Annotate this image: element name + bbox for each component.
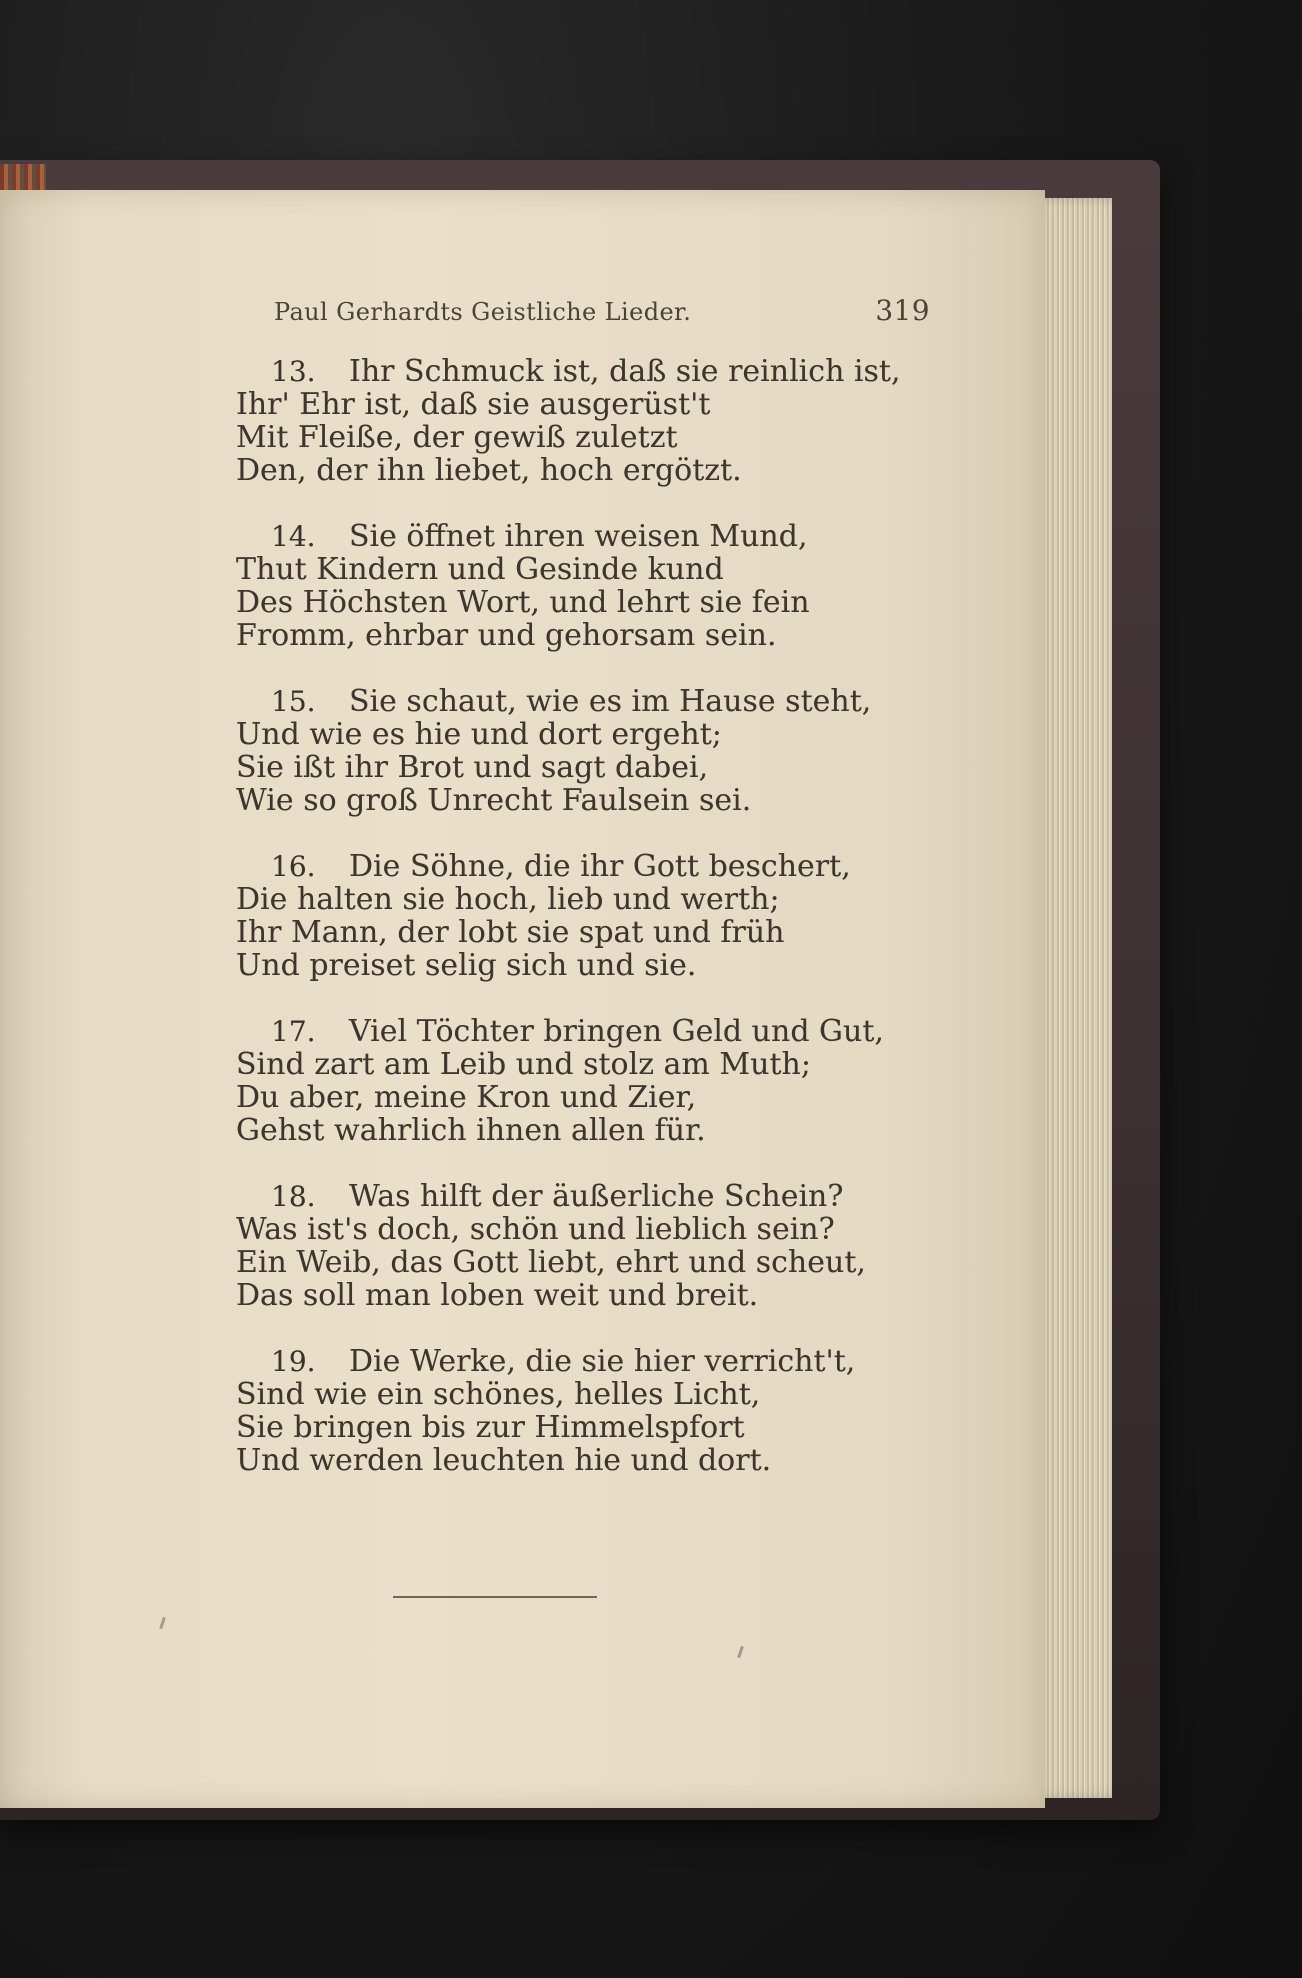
stanza-line: Das soll man loben weit und breit. [236, 1278, 759, 1313]
stanza-line: Sind wie ein schönes, helles Licht, [236, 1377, 761, 1412]
page-header [274, 294, 930, 342]
stanza-first-line [236, 850, 876, 883]
stanza-first-line [236, 1345, 876, 1378]
stanza-number: 13. [271, 355, 316, 388]
stanza-number: 17. [271, 1015, 316, 1048]
stanza-first-line [236, 354, 901, 389]
stanza-line: Sind zart am Leib und stolz am Muth; [236, 1047, 811, 1082]
stanza-line: Was hilft der äußerliche Schein? [349, 1179, 844, 1214]
stanza-line: Die Söhne, die ihr Gott beschert, [349, 849, 851, 884]
stanza-line: Ihr Schmuck ist, daß sie reinlich ist, [349, 354, 901, 389]
stanza-line: Ein Weib, das Gott liebt, ehrt und scheut, [236, 1245, 866, 1280]
stanza-number: 16. [271, 850, 316, 883]
running-title: Paul Gerhardts Geistliche Lieder. [274, 298, 692, 326]
stanza-16 [236, 850, 876, 982]
stanza-line: Sie schaut, wie es im Hause steht, [349, 684, 872, 719]
stanza-first-line [236, 1180, 876, 1213]
stanza-18 [236, 1180, 876, 1312]
stanza-first-line [236, 520, 876, 553]
stanza-line: Ihr' Ehr ist, daß sie ausgerüst't [236, 387, 711, 422]
stanza-line: Wie so groß Unrecht Faulsein sei. [236, 783, 752, 818]
stanza-line: Fromm, ehrbar und gehorsam sein. [236, 618, 777, 653]
stanza-line: Du aber, meine Kron und Zier, [236, 1080, 697, 1115]
stanza-14 [236, 520, 876, 652]
stanza-line: Und wie es hie und dort ergeht; [236, 717, 722, 752]
stanza-line: Thut Kindern und Gesinde kund [236, 552, 724, 587]
stanza-line: Sie öffnet ihren weisen Mund, [349, 519, 808, 554]
page-number: 319 [875, 294, 930, 327]
stanza-number: 19. [271, 1345, 316, 1378]
stanza-line: Und werden leuchten hie und dort. [236, 1443, 772, 1478]
paper-speck [737, 1646, 744, 1658]
stanza-line: Des Höchsten Wort, und lehrt sie fein [236, 585, 810, 620]
paper-speck [159, 1617, 166, 1629]
stanza-17 [236, 1014, 884, 1148]
end-rule [393, 1596, 597, 1598]
stanza-number: 14. [271, 520, 316, 553]
stanza-line: Die halten sie hoch, lieb und werth; [236, 882, 780, 917]
stanza-15 [236, 685, 876, 817]
book-page [0, 190, 1045, 1808]
stanza-first-line [236, 1014, 884, 1049]
stanza-line: Gehst wahrlich ihnen allen für. [236, 1113, 706, 1148]
stanza-line: Den, der ihn liebet, hoch ergötzt. [236, 453, 742, 488]
stanza-line: Mit Fleiße, der gewiß zuletzt [236, 420, 678, 455]
stanza-line: Sie ißt ihr Brot und sagt dabei, [236, 750, 709, 785]
stanza-line: Und preiset selig sich und sie. [236, 948, 697, 983]
stanza-19 [236, 1345, 876, 1477]
stanza-number: 15. [271, 685, 316, 718]
stanza-line: Was ist's doch, schön und lieblich sein? [236, 1212, 835, 1247]
spine-mark [0, 164, 46, 192]
stanza-13 [236, 354, 901, 488]
stanza-line: Sie bringen bis zur Himmelspfort [236, 1410, 745, 1445]
stanza-line: Ihr Mann, der lobt sie spat und früh [236, 915, 785, 950]
stanza-first-line [236, 685, 876, 718]
stanza-number: 18. [271, 1180, 316, 1213]
stanza-line: Die Werke, die sie hier verricht't, [349, 1344, 856, 1379]
stanza-line: Viel Töchter bringen Geld und Gut, [349, 1014, 884, 1049]
